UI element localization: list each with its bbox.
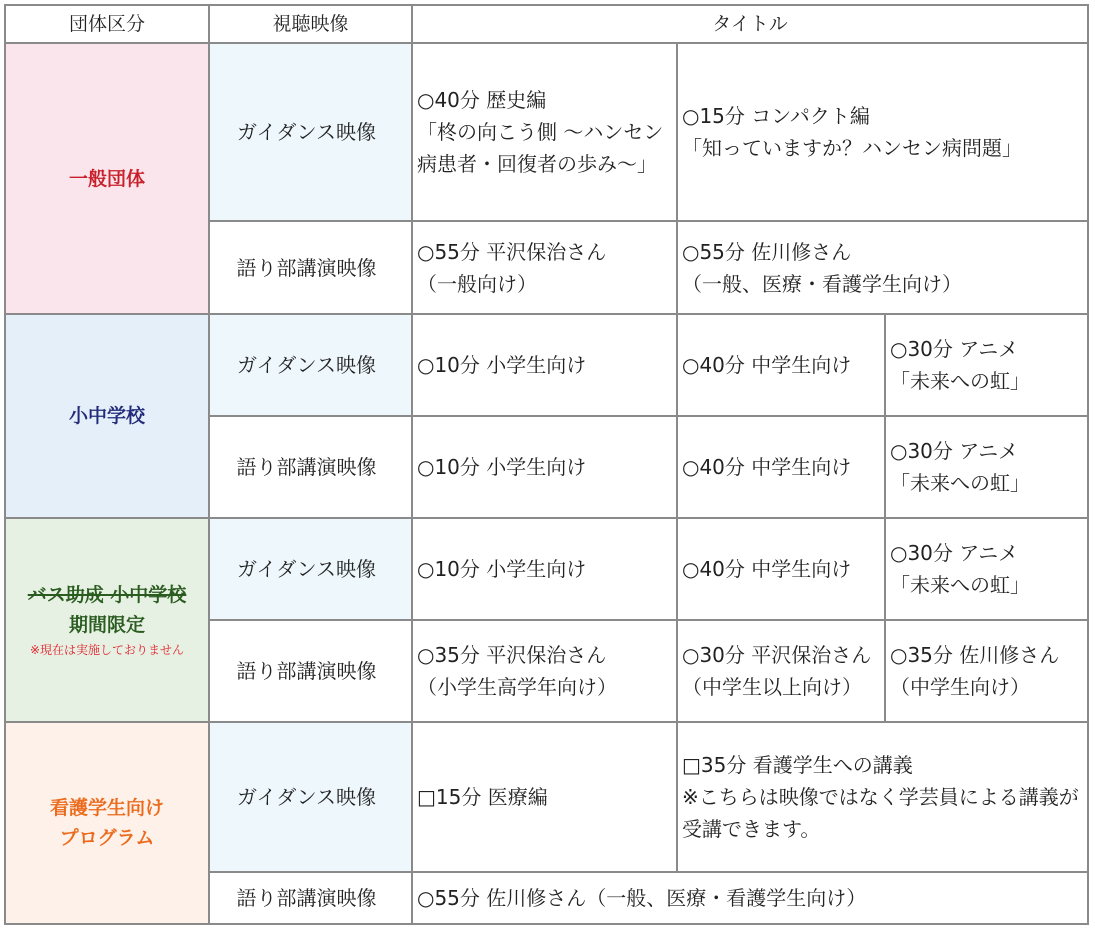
title-cell: ○40分 歴史編 「柊の向こう側 ～ハンセン病患者・回復者の歩み～」 [412, 43, 677, 221]
title-cell: ○35分 佐川修さん （中学生向け） [885, 620, 1088, 722]
header-group: 団体区分 [5, 5, 209, 43]
table-row [5, 314, 1088, 416]
title-cell: ○30分 アニメ 「未来への虹」 [885, 314, 1088, 416]
title-cell: ○55分 佐川修さん （一般、医療・看護学生向け） [677, 221, 1088, 314]
group-cell-school [5, 314, 209, 518]
video-type-cell: 語り部講演映像 [209, 416, 412, 518]
title-cell: ○30分 アニメ 「未来への虹」 [885, 518, 1088, 620]
video-type-cell: ガイダンス映像 [209, 43, 412, 221]
video-type-cell: ガイダンス映像 [209, 722, 412, 872]
title-cell: ○55分 佐川修さん（一般、医療・看護学生向け） [412, 872, 1088, 924]
title-cell: ○15分 コンパクト編 「知っていますか？ハンセン病問題」 [677, 43, 1088, 221]
group-name: 一般団体 [68, 167, 145, 190]
table-row [5, 43, 1088, 221]
group-cell-general [5, 43, 209, 314]
video-type-cell: 語り部講演映像 [209, 221, 412, 314]
video-type-cell: ガイダンス映像 [209, 314, 412, 416]
group-name-struck: バス助成 小中学校 [27, 584, 187, 606]
header-row [5, 5, 1088, 43]
program-table [4, 4, 1089, 925]
video-type-cell: 語り部講演映像 [209, 872, 412, 924]
group-name: 小中学校 [68, 405, 145, 427]
group-name: 看護学生向け [49, 797, 164, 819]
title-cell: ○10分 小学生向け [412, 416, 677, 518]
group-note: ※現在は実施しておりません [29, 643, 185, 657]
group-name: プログラム [59, 827, 155, 849]
title-cell: □15分 医療編 [412, 722, 677, 872]
header-video: 視聴映像 [209, 5, 412, 43]
title-cell: □35分 看護学生への講義 ※こちらは映像ではなく学芸員による講義が受講できます。 [677, 722, 1088, 872]
title-cell: ○40分 中学生向け [677, 518, 885, 620]
title-cell: ○40分 中学生向け [677, 314, 885, 416]
header-title: タイトル [412, 5, 1088, 43]
group-cell-nursing [5, 722, 209, 924]
title-cell: ○55分 平沢保治さん （一般向け） [412, 221, 677, 314]
title-cell: ○30分 アニメ 「未来への虹」 [885, 416, 1088, 518]
group-name: 期間限定 [68, 614, 145, 636]
group-cell-bus-subsidy [5, 518, 209, 722]
title-cell: ○40分 中学生向け [677, 416, 885, 518]
title-cell: ○10分 小学生向け [412, 518, 677, 620]
video-type-cell: 語り部講演映像 [209, 620, 412, 722]
video-type-cell: ガイダンス映像 [209, 518, 412, 620]
title-cell: ○30分 平沢保治さん （中学生以上向け） [677, 620, 885, 722]
table-row [5, 722, 1088, 872]
table-row [5, 518, 1088, 620]
title-cell: ○35分 平沢保治さん （小学生高学年向け） [412, 620, 677, 722]
title-cell: ○10分 小学生向け [412, 314, 677, 416]
